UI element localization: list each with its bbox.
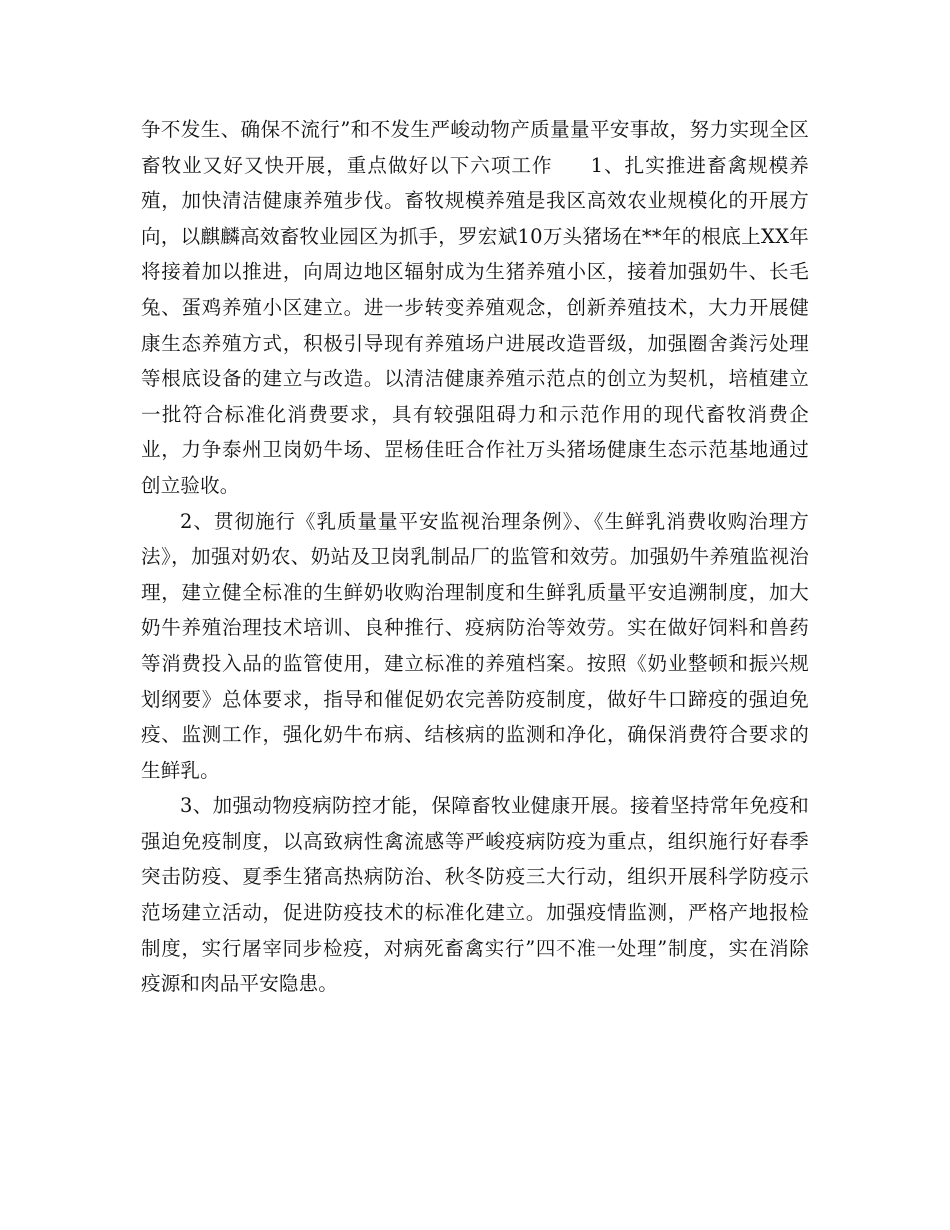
document-body	[141, 112, 809, 1002]
paragraph-1-text-a: 争不发生、确保不流行”和不发生严峻动物产质量量平安事故，努力实现全区畜牧业又好又快开展，重点做好以下六项工作	[141, 118, 809, 177]
paragraph-1-text-b: 1、扎实推进畜禽规模养殖，加快清洁健康养殖步伐。畜牧规模养殖是我区高效农业规模化的开展方向，以麒麟高效畜牧业园区为抓手，罗宏斌10万头猪场在**年的根底上XX年将接着加以推进，向周边地区辐射成为生猪养殖小区，接着加强奶牛、长毛兔、蛋鸡养殖小区建立。进一步转变养殖观念，创新养殖技术，大力开展健康生态养殖方式，积极引导现有养殖场户进展改造晋级，加强圈舍粪污处理等根底设备的建立与改造。以清洁健康养殖示范点的创立为契机，培植建立一批符合标准化消费要求，具有较强阻碍力和示范作用的现代畜牧消费企业，力争泰州卫岗奶牛场、罡杨佳旺合作社万头猪场健康生态示范基地通过创立验收。	[141, 153, 809, 497]
paragraph-3: 3、加强动物疫病防控才能，保障畜牧业健康开展。接着坚持常年免疫和强迫免疫制度，以高致病性禽流感等严峻疫病防疫为重点，组织施行好春季突击防疫、夏季生猪高热病防治、秋冬防疫三大行动，组织开展科学防疫示范场建立活动，促进防疫技术的标准化建立。加强疫情监测，严格产地报检制度，实行屠宰同步检疫，对病死畜禽实行”四不准一处理”制度，实在消除疫源和肉品平安隐患。	[141, 794, 809, 996]
paragraph-2: 2、贯彻施行《乳质量量平安监视治理条例》、《生鲜乳消费收购治理方法》，加强对奶农、奶站及卫岗乳制品厂的监管和效劳。加强奶牛养殖监视治理，建立健全标准的生鲜奶收购治理制度和生鲜乳质量平安追溯制度，加大奶牛养殖治理技术培训、良种推行、疫病防治等效劳。实在做好饲料和兽药等消费投入品的监管使用，建立标准的养殖档案。按照《奶业整顿和振兴规划纲要》总体要求，指导和催促奶农完善防疫制度，做好牛口蹄疫的强迫免疫、监测工作，强化奶牛布病、结核病的监测和净化，确保消费符合要求的生鲜乳。	[141, 509, 809, 782]
paragraph-1	[141, 112, 809, 504]
